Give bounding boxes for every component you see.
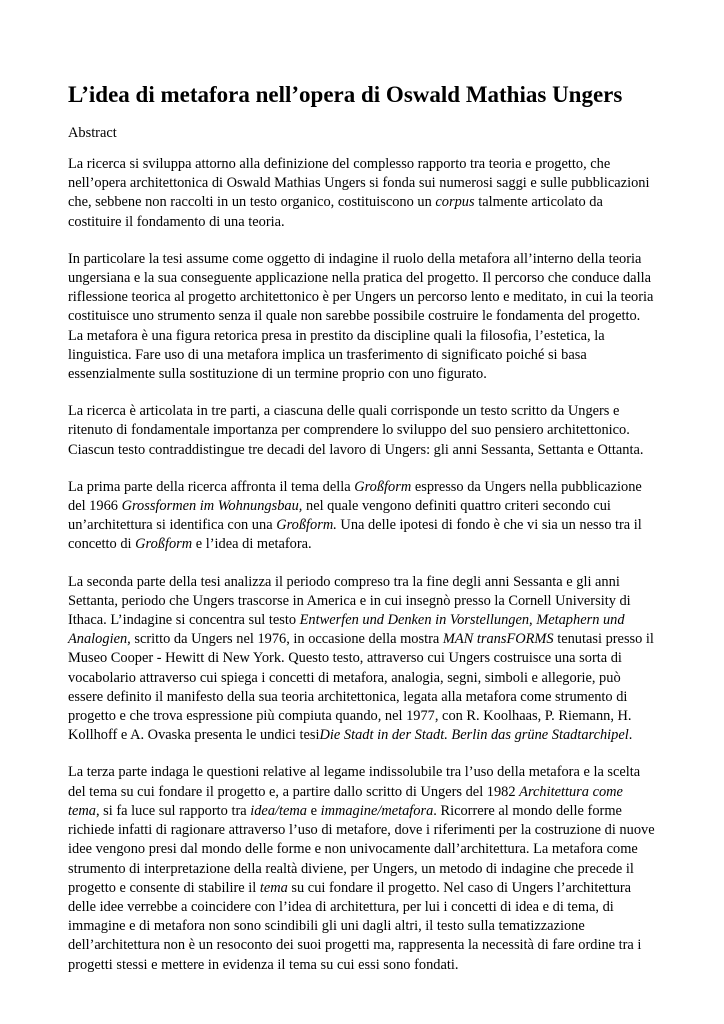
- italic-text-run: Entwerfen und Denken in Vorstellungen, Metaphern und Analogien: [68, 612, 625, 648]
- text-run: tenutasi presso il Museo Cooper - Hewitt di New York. Questo testo, attraverso cui Ungers costruisce una sorta di vocabolario attraverso cui spiega i concetti di metafora, analogia, segni, simboli e allegorie, può essere definito il manifesto della sua teoria architettonica, legata alla metafora come strumento di progetto e che trova espressione più compiuta quando, nel 1977, con R. Koolhaas, P. Riemann, H. Kollhoff e A. Ovaska presenta le undici tesi: [68, 631, 654, 744]
- text-run: La terza parte indaga le questioni relative al legame indissolubile tra l’uso della metafora e la scelta del tema su cui fondare il progetto e, a partire dallo scritto di Ungers del 1982: [68, 764, 641, 800]
- document-page: [68, 80, 658, 993]
- italic-text-run: Grossformen im Wohnungsbau,: [121, 498, 303, 515]
- abstract-paragraph-3: [68, 402, 658, 460]
- text-run: Una delle ipotesi di fondo è che vi sia un nesso tra il concetto di: [68, 517, 642, 553]
- text-run: In particolare la tesi assume come oggetto di indagine il ruolo della metafora all’interno della teoria ungersiana e la sua conseguente applicazione nella pratica del progetto. Il percorso che conduce dalla riflessione teorica al progetto architettonico è per Ungers un percorso lento e meditato, in cui la teoria costituisce uno strumento senza il quale non sarebbe possibile costruire le fondamenta del progetto. La metafora è una figura retorica presa in prestito da discipline quali la filosofia, l’estetica, la linguistica. Fare uso di una metafora implica un trasferimento di significato poiché si basa essenzialmente sulla sostituzione di un termine proprio con uno figurato.: [68, 250, 654, 383]
- text-run: e l’idea di metafora.: [192, 536, 312, 553]
- italic-text-run: corpus: [435, 194, 475, 211]
- italic-text-run: immagine/metafora: [320, 802, 434, 819]
- abstract-paragraph-4: [68, 478, 658, 555]
- abstract-paragraph-1: [68, 155, 658, 232]
- text-run: . Ricorrere al mondo delle forme richiede infatti di ragionare attraverso l’uso di metafore, dove i riferimenti per la costruzione di nuove idee vengono presi dal mondo delle forme e non univocamente dall’architettura. La metafora come strumento di interpretazione della realtà diviene, per Ungers, un metodo di indagine che precede il progetto e consente di stabilire il: [68, 802, 655, 896]
- text-run: su cui fondare il progetto. Nel caso di Ungers l’architettura delle idee verrebbe a coincidere con l’idea di architettura, per lui i concetti di idea e di tema, di immagine e di metafora non sono scindibili gli uni dagli altri, il testo sulla tematizzazione dell’architettura non è un resoconto dei suoi progetti ma, rappresenta la necessità di fare ordine tra i progetti stessi e mettere in evidenza il tema su cui essi sono fondati.: [68, 879, 642, 973]
- text-run: nel quale vengono definiti quattro criteri secondo cui un’architettura si identifica con una: [68, 498, 611, 534]
- document-title: L’idea di metafora nell’opera di Oswald Mathias Ungers: [68, 82, 623, 107]
- italic-text-run: Großform.: [276, 517, 337, 534]
- text-run: , si fa luce sul rapporto tra: [95, 802, 251, 819]
- text-run: , scritto da Ungers nel 1976, in occasione della mostra: [127, 631, 443, 648]
- italic-text-run: Die Stadt in der Stadt. Berlin das grüne Stadtarchipel: [319, 727, 629, 744]
- text-run: La ricerca si sviluppa attorno alla definizione del complesso rapporto tra teoria e progetto, che nell’opera architettonica di Oswald Mathias Ungers si fonda sui numerosi saggi e sulle pubblicazioni che, sebbene non raccolti in un testo organico, costituiscono un: [68, 156, 650, 211]
- text-run: La prima parte della ricerca affronta il tema della: [68, 478, 355, 495]
- text-run: La ricerca è articolata in tre parti, a ciascuna delle quali corrisponde un testo scritto da Ungers e ritenuto di fondamentale importanza per comprendere lo sviluppo del suo pensiero architettonico. Ciascun testo contraddistingue tre decadi del lavoro di Ungers: gli anni Sessanta, Settanta e Ottanta.: [68, 403, 644, 458]
- text-run: e: [306, 802, 321, 819]
- text-run: La seconda parte della tesi analizza il periodo compreso tra la fine degli anni Sessanta e gli anni Settanta, periodo che Ungers trascorse in America e in cui insegnò presso la Cornell University di Ithaca. L’indagine si concentra sul testo: [68, 573, 631, 629]
- italic-text-run: MAN transFORMS: [442, 631, 554, 648]
- text-run: .: [628, 727, 633, 744]
- text-run: talmente articolato da costituire il fondamento di una teoria.: [68, 194, 603, 230]
- abstract-label: Abstract: [68, 125, 117, 141]
- italic-text-run: Architettura come tema: [68, 783, 623, 819]
- abstract-paragraph-2: [68, 250, 658, 384]
- abstract-paragraph-6: [68, 763, 658, 974]
- text-run: espresso da Ungers nella pubblicazione del 1966: [68, 478, 642, 515]
- abstract-paragraph-5: [68, 573, 658, 746]
- italic-text-run: idea/tema: [250, 802, 307, 819]
- italic-text-run: Großform: [354, 478, 412, 495]
- italic-text-run: tema: [259, 879, 288, 896]
- italic-text-run: Großform: [135, 536, 193, 553]
